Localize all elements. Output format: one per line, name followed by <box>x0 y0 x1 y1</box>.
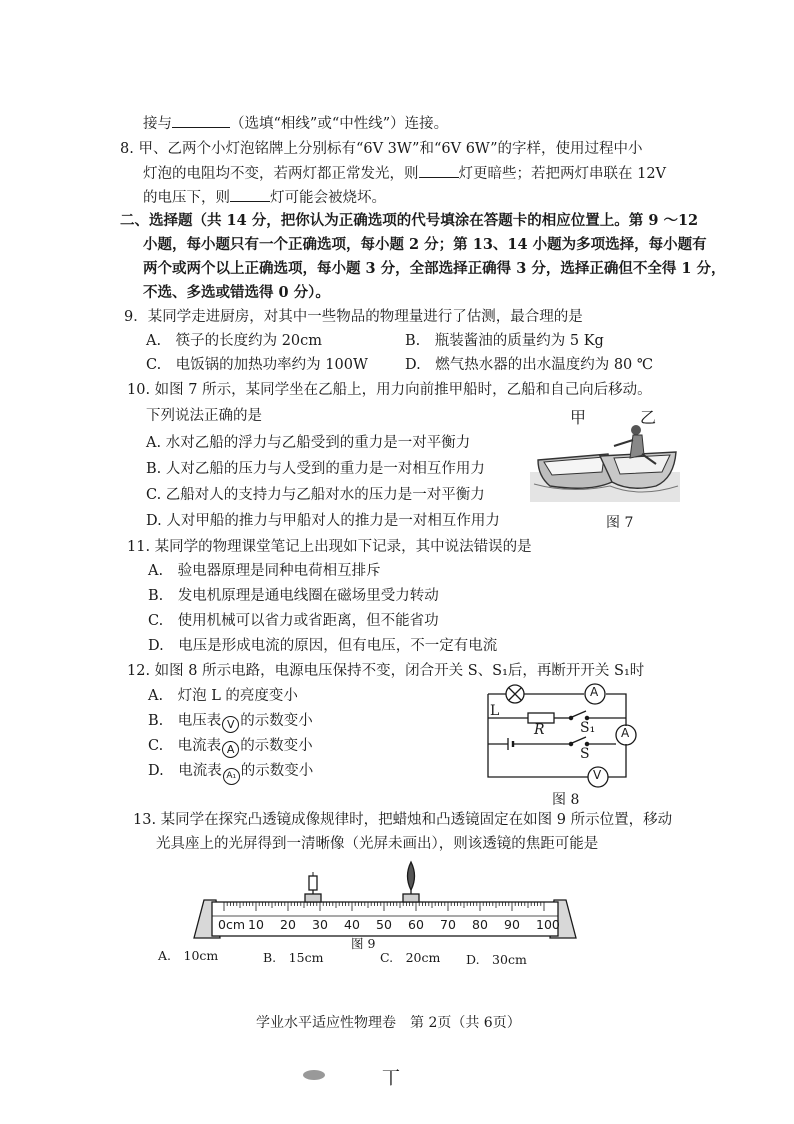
section-2-instructions: 两个或两个以上正确选项，每小题 3 分，全部选择正确得 3 分，选择正确但不全得 1 分， <box>143 260 726 277</box>
option-10B: B. 人对乙船的压力与人受到的重力是一对相互作用力 <box>146 461 485 477</box>
figure-8-label-S: S <box>580 746 590 762</box>
option-12A: A. 灯泡 L 的亮度变小 <box>148 688 298 704</box>
option-11B: B. 发电机原理是通电线圈在磁场里受力转动 <box>148 588 439 604</box>
figure-8-voltmeter: V <box>593 768 602 782</box>
ruler-label: 60 <box>408 917 424 932</box>
ruler-label: 80 <box>472 917 488 932</box>
ammeter-a1-symbol: A₁ <box>223 768 240 785</box>
option-11A: A. 验电器原理是同种电荷相互排斥 <box>148 563 381 579</box>
question-8-line-2: 灯泡的电阻均不变，若两灯都正常发光，则 灯更暗些；若把两灯串联在 12V <box>143 163 666 184</box>
option-10C: C. 乙船对人的支持力与乙船对水的压力是一对平衡力 <box>146 487 485 503</box>
option-12C: C. 电流表 A 的示数变小 <box>148 738 313 756</box>
option-10A: A. 水对乙船的浮力与乙船受到的重力是一对平衡力 <box>146 435 471 451</box>
scan-smudge <box>303 1070 325 1080</box>
option-9A: A. 筷子的长度约为 20cm <box>146 333 323 349</box>
ruler-label: 10 <box>248 917 264 932</box>
ammeter-symbol: A <box>222 741 239 758</box>
option-13B: B. 15cm <box>263 950 324 965</box>
question-13-line-2: 光具座上的光屏得到一清晰像（光屏未画出），则该透镜的焦距可能是 <box>156 836 599 852</box>
ruler-label: 20 <box>280 917 296 932</box>
option-12B: B. 电压表 V 的示数变小 <box>148 713 313 731</box>
answer-blank <box>172 113 230 128</box>
question-10-stem-2: 下列说法正确的是 <box>146 408 262 424</box>
figure-8-caption: 图 8 <box>552 792 580 808</box>
question-12-stem: 12. 如图 8 所示电路，电源电压保持不变，闭合开关 S、S₁后，再断开开关 S₁时 <box>127 663 645 679</box>
option-12D: D. 电流表 A₁ 的示数变小 <box>148 761 313 785</box>
section-2-instructions: 小题，每小题只有一个正确选项，每小题 2 分；第 13、14 小题为多项选择，每小题有 <box>143 236 707 253</box>
option-9D: D. 燃气热水器的出水温度约为 80 ℃ <box>405 357 654 373</box>
option-9B: B. 瓶装酱油的质量约为 5 Kg <box>405 333 604 349</box>
figure-8-ammeter-right: A <box>621 726 630 740</box>
figure-8-label-L: L <box>490 703 500 719</box>
voltmeter-symbol: V <box>222 716 239 733</box>
section-2-instructions: 不选、多选或错选得 0 分）。 <box>143 284 330 301</box>
option-9C: C. 电饭锅的加热功率约为 100W <box>146 357 368 373</box>
ruler-label: 40 <box>344 917 360 932</box>
ruler-label: 0cm <box>218 917 246 932</box>
ruler-label: 30 <box>312 917 328 932</box>
option-13D: D. 30cm <box>466 952 527 967</box>
question-13-line-1: 13. 某同学在探究凸透镜成像规律时，把蜡烛和凸透镜固定在如图 9 所示位置，移动 <box>133 812 673 828</box>
figure-8-label-R: R <box>534 722 545 738</box>
option-11C: C. 使用机械可以省力或省距离，但不能省功 <box>148 613 439 629</box>
question-10-stem: 10. 如图 7 所示，某同学坐在乙船上，用力向前推甲船时，乙船和自己向后移动。 <box>127 382 652 398</box>
ruler-label: 70 <box>440 917 456 932</box>
ruler-label: 90 <box>504 917 520 932</box>
figure-8-label-S1: S₁ <box>580 720 596 736</box>
answer-blank <box>419 163 459 178</box>
ruler-label: 100 <box>536 917 560 932</box>
figure-9-caption: 图 9 <box>351 936 376 951</box>
continuation-line: 接与 （选填“相线”或“中性线”）连接。 <box>143 113 448 134</box>
figure-7-label-yi: 乙 <box>640 408 657 427</box>
question-8-line-1: 8. 甲、乙两个小灯泡铭牌上分别标有“6V 3W”和“6V 6W”的字样，使用过程中小 <box>120 141 643 157</box>
figure-7-caption: 图 7 <box>606 515 634 531</box>
option-11D: D. 电压是形成电流的原因，但有电压，不一定有电流 <box>148 638 498 654</box>
option-13C: C. 20cm <box>380 950 441 965</box>
figure-8-ammeter-top: A <box>590 685 599 699</box>
option-10D: D. 人对甲船的推力与甲船对人的推力是一对相互作用力 <box>146 513 500 529</box>
answer-blank <box>230 187 270 202</box>
figure-7-label-jia: 甲 <box>570 408 587 427</box>
option-13A: A. 10cm <box>158 948 219 963</box>
bottom-mark: 丅 <box>382 1068 400 1089</box>
section-2-heading: 二、选择题（共 14 分，把你认为正确选项的代号填涂在答题卡的相应位置上。第 9 ～12 <box>120 212 699 229</box>
question-9-stem: 9．某同学走进厨房，对其中一些物品的物理量进行了估测，最合理的是 <box>124 309 583 325</box>
question-8-line-3: 的电压下，则 灯可能会被烧坏。 <box>143 187 386 208</box>
figure-7-boats <box>530 420 680 502</box>
ruler-label: 50 <box>376 917 392 932</box>
question-11-stem: 11. 某同学的物理课堂笔记上出现如下记录，其中说法错误的是 <box>127 539 532 555</box>
page-footer: 学业水平适应性物理卷 第 2页（共 6页） <box>256 1015 521 1031</box>
